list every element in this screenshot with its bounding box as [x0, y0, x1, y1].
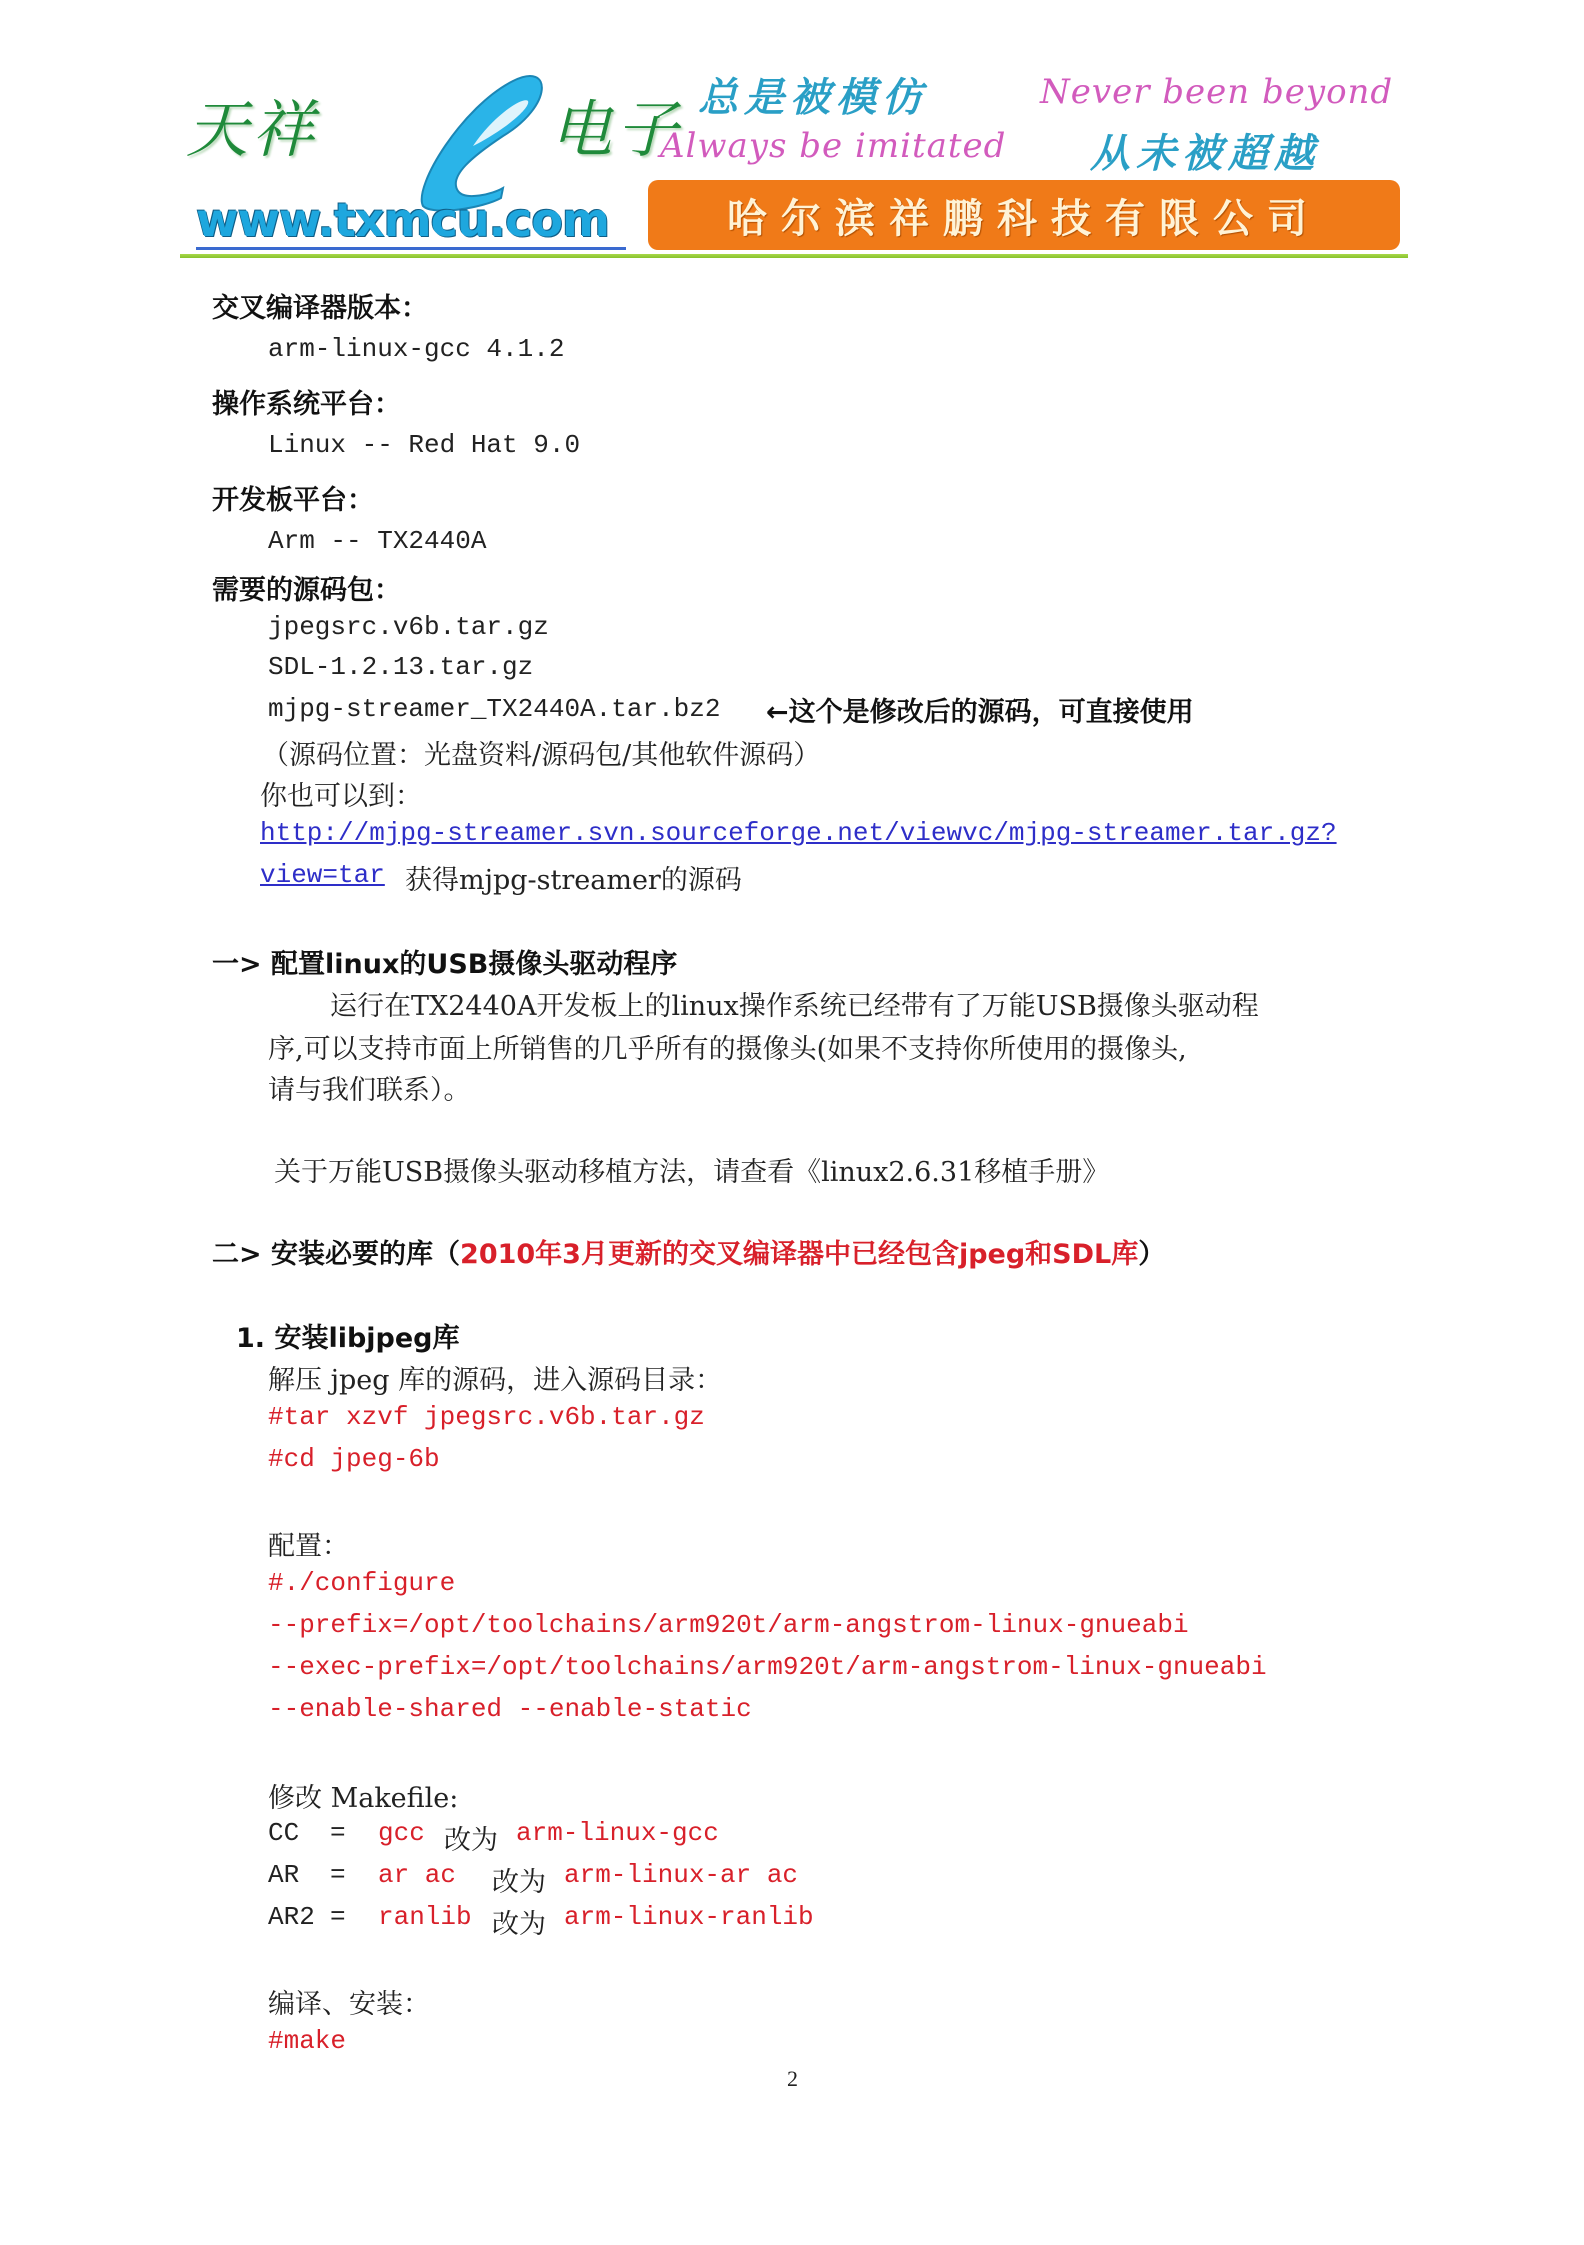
- os-platform-value: Linux -- Red Hat 9.0: [268, 430, 581, 460]
- website-underline: [196, 247, 626, 250]
- compiler-version-label: 交叉编译器版本：: [212, 293, 428, 324]
- package-item: jpegsrc.v6b.tar.gz: [268, 612, 549, 642]
- configure-label: 配置：: [268, 1531, 349, 1562]
- makefile-change: 改为: [444, 1825, 498, 1856]
- alt-source-suffix: 获得mjpg-streamer的源码: [405, 865, 742, 896]
- logo-text-dianzi: 电子: [550, 93, 683, 166]
- package-item: SDL-1.2.13.tar.gz: [268, 652, 534, 682]
- makefile-label: 修改 Makefile:: [268, 1783, 459, 1814]
- section-1-paragraph-line: 请与我们联系）。: [268, 1075, 471, 1106]
- command-line: #make: [268, 2026, 347, 2056]
- makefile-eq: =: [330, 1818, 346, 1848]
- makefile-change: 改为: [492, 1867, 546, 1898]
- modified-source-note: ←这个是修改后的源码，可直接使用: [766, 697, 1194, 728]
- company-name-bar: [648, 180, 1400, 250]
- section-2-heading-prefix: 二> 安装必要的库（: [212, 1239, 461, 1270]
- slogan-cn-2: 从未被超越: [1090, 130, 1320, 177]
- sourceforge-link[interactable]: http://mjpg-streamer.svn.sourceforge.net/viewvc/mjpg-streamer.tar.gz?: [260, 818, 1337, 848]
- makefile-to: arm-linux-ranlib: [564, 1902, 814, 1932]
- header-divider: [180, 254, 1408, 258]
- section-2-heading-suffix: ）: [1138, 1239, 1166, 1270]
- command-line: --enable-shared --enable-static: [268, 1694, 752, 1724]
- build-install-label: 编译、安装：: [268, 1989, 430, 2020]
- command-line: #tar xzvf jpegsrc.v6b.tar.gz: [268, 1402, 705, 1432]
- makefile-to: arm-linux-gcc: [516, 1818, 719, 1848]
- company-name: 哈尔滨祥鹏科技有限公司: [727, 194, 1321, 242]
- compiler-version-value: arm-linux-gcc 4.1.2: [268, 334, 565, 364]
- website-logo: www.txmcu.com: [196, 193, 609, 247]
- logo-text-tianxiang: 天祥: [186, 93, 319, 166]
- slogan-cn-1: 总是被模仿: [698, 74, 928, 121]
- slogan-en-2: Never been beyond: [1040, 72, 1394, 112]
- source-location-note: （源码位置：光盘资料/源码包/其他软件源码）: [262, 740, 821, 771]
- alt-source-prefix: 你也可以到：: [260, 781, 422, 812]
- board-platform-label: 开发板平台：: [212, 485, 374, 516]
- command-line: --exec-prefix=/opt/toolchains/arm920t/arm-angstrom-linux-gnueabi: [268, 1652, 1267, 1682]
- makefile-var: CC: [268, 1818, 300, 1848]
- makefile-eq: =: [330, 1860, 346, 1890]
- board-platform-value: Arm -- TX2440A: [268, 526, 487, 556]
- makefile-from: gcc: [378, 1818, 425, 1848]
- page-number: 2: [787, 2066, 798, 2091]
- sourceforge-link-continued[interactable]: view=tar: [260, 860, 385, 890]
- makefile-from: ranlib: [378, 1902, 472, 1932]
- section-2-heading: [212, 1232, 1165, 1271]
- command-line: #cd jpeg-6b: [268, 1444, 440, 1474]
- command-line: --prefix=/opt/toolchains/arm920t/arm-angstrom-linux-gnueabi: [268, 1610, 1189, 1640]
- package-item: mjpg-streamer_TX2440A.tar.bz2: [268, 694, 721, 724]
- subsection-libjpeg-heading: 1. 安装libjpeg库: [236, 1323, 460, 1354]
- makefile-change: 改为: [492, 1909, 546, 1940]
- makefile-from: ar ac: [378, 1860, 457, 1890]
- section-1-heading: 一> 配置linux的USB摄像头驱动程序: [212, 949, 678, 980]
- section-1-paragraph-line: 运行在TX2440A开发板上的linux操作系统已经带有了万能USB摄像头驱动程: [330, 991, 1259, 1022]
- section-1-paragraph-line: 序,可以支持市面上所销售的几乎所有的摄像头(如果不支持你所使用的摄像头,: [268, 1034, 1187, 1065]
- section-2-heading-highlight: 2010年3月更新的交叉编译器中已经包含jpeg和SDL库: [460, 1239, 1139, 1270]
- os-platform-label: 操作系统平台：: [212, 389, 401, 420]
- makefile-var: AR2: [268, 1902, 315, 1932]
- makefile-to: arm-linux-ar ac: [564, 1860, 799, 1890]
- header-banner: [178, 60, 1408, 260]
- driver-porting-note: 关于万能USB摄像头驱动移植方法，请查看《linux2.6.31移植手册》: [274, 1157, 1110, 1188]
- unpack-label: 解压 jpeg 库的源码，进入源码目录：: [268, 1365, 723, 1396]
- makefile-var: AR: [268, 1860, 300, 1890]
- command-line: #./configure: [268, 1568, 456, 1598]
- packages-label: 需要的源码包：: [212, 575, 401, 606]
- makefile-eq: =: [330, 1902, 346, 1932]
- slogan-en-1: Always be imitated: [660, 126, 1007, 166]
